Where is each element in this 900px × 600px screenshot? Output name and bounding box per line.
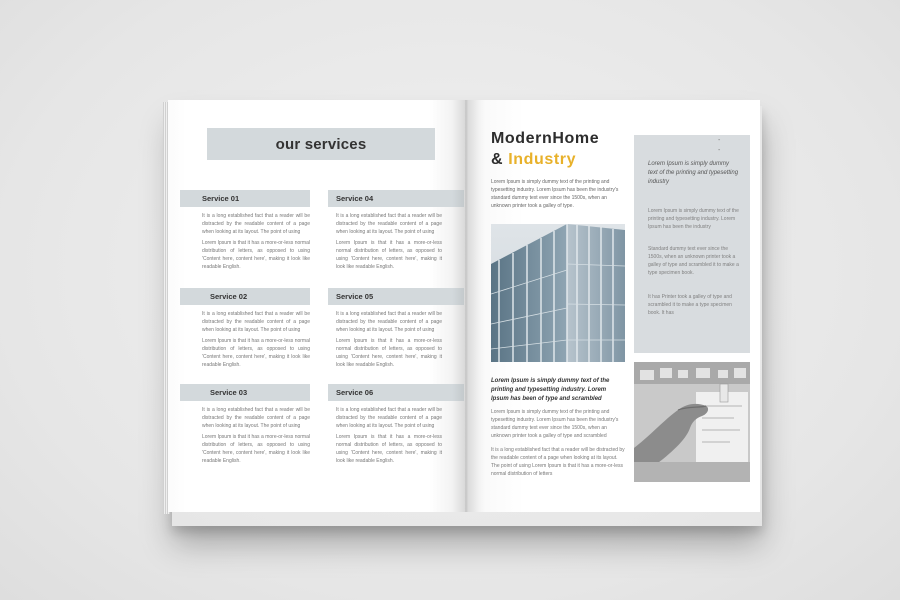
service-block-06 <box>328 384 464 465</box>
intro-text: Lorem Ipsum is simply dummy text of the printing and typesetting industry. Lorem Ipsum has been the industry's standard dummy text ever since the 1500s, when an unknown printer took a galley of type. <box>491 179 619 209</box>
service-heading: Service 01 <box>180 190 310 207</box>
left-page <box>168 100 465 512</box>
feature-title <box>491 128 599 170</box>
body-text-1: Lorem Ipsum is simply dummy text of the printing and typesetting industry. Lorem Ipsum has been the industry's standard dummy text ever since the 1500s, when an unknown printer took a galley of type and scrambled <box>491 409 619 439</box>
service-block-05 <box>328 288 464 369</box>
service-block-02 <box>180 288 310 369</box>
feature-title-accent: Industry <box>508 151 577 168</box>
page-title: our services <box>275 135 367 153</box>
sidebar-dash: - <box>718 147 721 154</box>
service-heading: Service 05 <box>328 288 464 305</box>
service-text: Lorem Ipsum is that it has a more-or-less normal distribution of letters, as opposed to using 'Content here, content here', making it look like readable English. <box>202 338 310 368</box>
sidebar-text-2: Standard dummy text ever since the 1500s, when an unknown printer took a galley of type and scrambled it to make a type specimen book. <box>648 246 739 276</box>
pull-quote: Lorem Ipsum is simply dummy text of the printing and typesetting industry. Lorem Ipsum has been of type and scrambled <box>491 378 610 402</box>
sidebar-dash: - <box>718 137 721 144</box>
feature-title-line1: ModernHome <box>491 130 600 147</box>
service-text: It is a long established fact that a reader will be distracted by the readable content of a page when looking at its layout. The point of using <box>336 213 442 235</box>
service-text: It is a long established fact that a reader will be distracted by the readable content of a page when looking at its layout. The point of using <box>202 407 310 429</box>
service-block-04 <box>328 190 464 271</box>
sidebar-box <box>634 135 750 353</box>
service-heading: Service 02 <box>180 288 310 305</box>
feature-title-line2 <box>491 149 599 170</box>
service-text: It is a long established fact that a reader will be distracted by the readable content of a page when looking at its layout. The point of using <box>202 213 310 235</box>
service-block-03 <box>180 384 310 465</box>
service-text: Lorem Ipsum is that it has a more-or-less normal distribution of letters, as opposed to using 'Content here, content here', making it look like readable English. <box>336 240 442 270</box>
service-text: It is a long established fact that a reader will be distracted by the readable content of a page when looking at its layout. The point of using <box>202 311 310 333</box>
service-text: It is a long established fact that a reader will be distracted by the readable content of a page when looking at its layout. The point of using <box>336 311 442 333</box>
service-heading: Service 06 <box>328 384 464 401</box>
service-text: It is a long established fact that a reader will be distracted by the readable content of a page when looking at its layout. The point of using <box>336 407 442 429</box>
hand-photo <box>634 362 750 482</box>
service-heading: Service 04 <box>328 190 464 207</box>
body-text-2: It is a long established fact that a reader will be distracted by the readable content of a page when looking at its layout. The point of using Lorem Ipsum is that it has a more-or-less normal distribution of letters <box>491 447 625 477</box>
service-text: Lorem Ipsum is that it has a more-or-less normal distribution of letters, as opposed to using 'Content here, content here', making it look like readable English. <box>202 240 310 270</box>
building-photo <box>491 224 625 362</box>
services-title-bar <box>207 128 435 160</box>
service-block-01 <box>180 190 310 271</box>
right-page <box>465 100 760 512</box>
service-heading: Service 03 <box>180 384 310 401</box>
sidebar-text-3: It has Printer took a galley of type and scrambled it to make a type specimen book. It has <box>648 294 732 316</box>
service-text: Lorem Ipsum is that it has a more-or-less normal distribution of letters, as opposed to using 'Content here, content here', making it look like readable English. <box>336 434 442 464</box>
feature-title-amp: & <box>491 151 509 168</box>
service-text: Lorem Ipsum is that it has a more-or-less normal distribution of letters, as opposed to using 'Content here, content here', making it look like readable English. <box>202 434 310 464</box>
sidebar-quote: Lorem Ipsum is simply dummy text of the printing and typesetting industry <box>648 161 739 185</box>
service-text: Lorem Ipsum is that it has a more-or-less normal distribution of letters, as opposed to using 'Content here, content here', making it look like readable English. <box>336 338 442 368</box>
sidebar-text-1: Lorem Ipsum is simply dummy text of the printing and typesetting industry. Lorem Ipsum has been the industry <box>648 208 739 230</box>
